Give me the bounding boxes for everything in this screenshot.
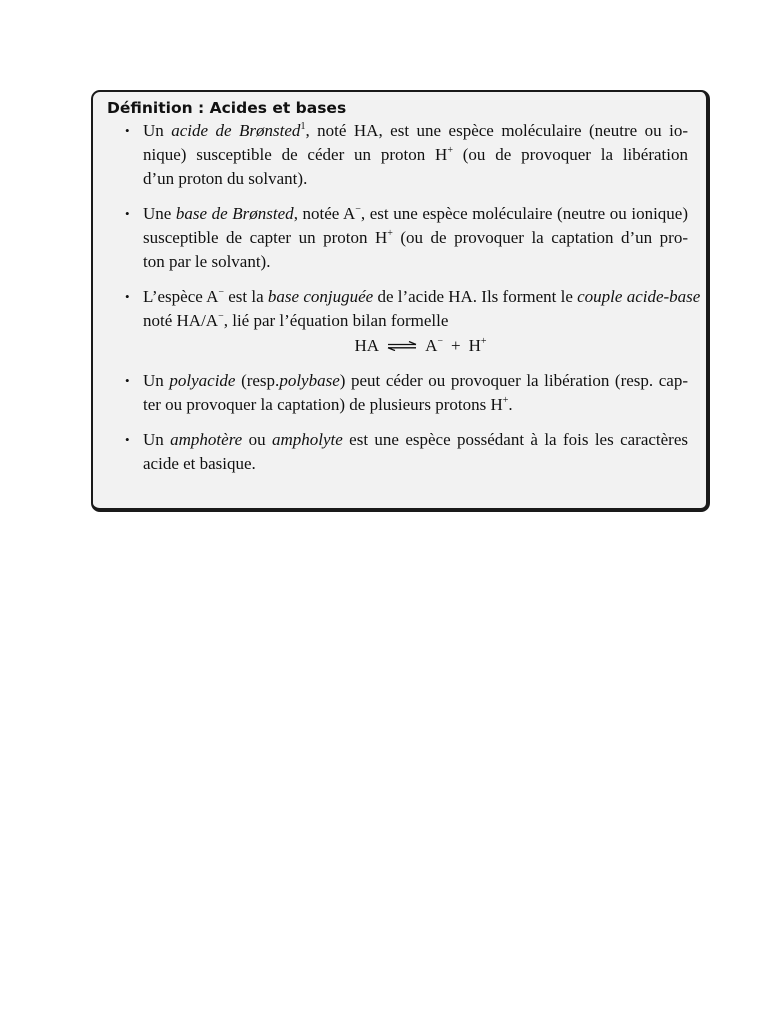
text-line: Un polyacide (resp.polybase) peut céder ou provoquer la libération (resp. cap- <box>143 371 689 390</box>
list-item-amphoteric <box>107 428 688 476</box>
term-acid-base-pair: couple acide-base <box>577 287 701 306</box>
term-conjugate-base: base conjuguée <box>267 287 374 306</box>
term-bronsted-base: base de Brønsted <box>175 204 294 223</box>
list-item-bronsted-base <box>107 202 688 274</box>
text-line: d’un proton du solvant). <box>143 169 308 188</box>
text-line: Un amphotère ou ampholyte est une espèce possédant à la fois les caractères <box>143 430 689 449</box>
term-bronsted-acid: acide de Brønsted <box>171 121 301 140</box>
bullet-icon: • <box>125 206 130 221</box>
bullet-icon: • <box>125 373 130 388</box>
text-line: L’espèce A− est la base conjuguée de l’acide HA. Ils forment le couple acide-base <box>143 287 701 306</box>
equation-proton: H+ <box>468 336 487 355</box>
equation-plus: + <box>450 336 461 355</box>
text-line: ton par le solvant). <box>143 252 271 271</box>
definition-list <box>107 119 701 476</box>
text-line: Une base de Brønsted, notée A−, est une espèce moléculaire (neutre ou ionique) <box>143 204 689 223</box>
bullet-icon: • <box>125 432 130 447</box>
definition-title: Définition : Acides et bases <box>107 99 347 117</box>
term-polybase: polybase <box>279 371 340 390</box>
term-ampholyte: ampholyte <box>271 430 343 449</box>
equation-acid: HA <box>354 336 380 355</box>
equation-base: A− <box>425 336 443 355</box>
text-line: acide et basique. <box>143 454 256 473</box>
definition-box <box>91 90 710 512</box>
term-amphoteric: amphotère <box>170 430 243 449</box>
bullet-icon: • <box>125 123 130 138</box>
text-line: nique) susceptible de céder un proton H+ (ou de provoquer la libération <box>143 145 688 164</box>
equilibrium-arrow-icon <box>387 341 417 351</box>
list-item-conjugate-base <box>107 285 701 358</box>
footnote-marker: 1 <box>300 121 306 132</box>
text-line: noté HA/A−, lié par l’équation bilan formelle <box>143 311 449 330</box>
acid-base-equation <box>143 334 688 358</box>
term-polyacid: polyacide <box>169 371 236 390</box>
bullet-icon: • <box>125 289 130 304</box>
list-item-polyacid <box>107 369 688 417</box>
text-line: Un acide de Brønsted$^1$, noté HA, est une espèce moléculaire (neutre ou io- <box>143 121 688 140</box>
text-line: susceptible de capter un proton H+ (ou de provoquer la captation d’un pro- <box>143 228 688 247</box>
text-line: ter ou provoquer la captation) de plusieurs protons H+. <box>143 395 513 414</box>
list-item-bronsted-acid <box>107 119 688 191</box>
